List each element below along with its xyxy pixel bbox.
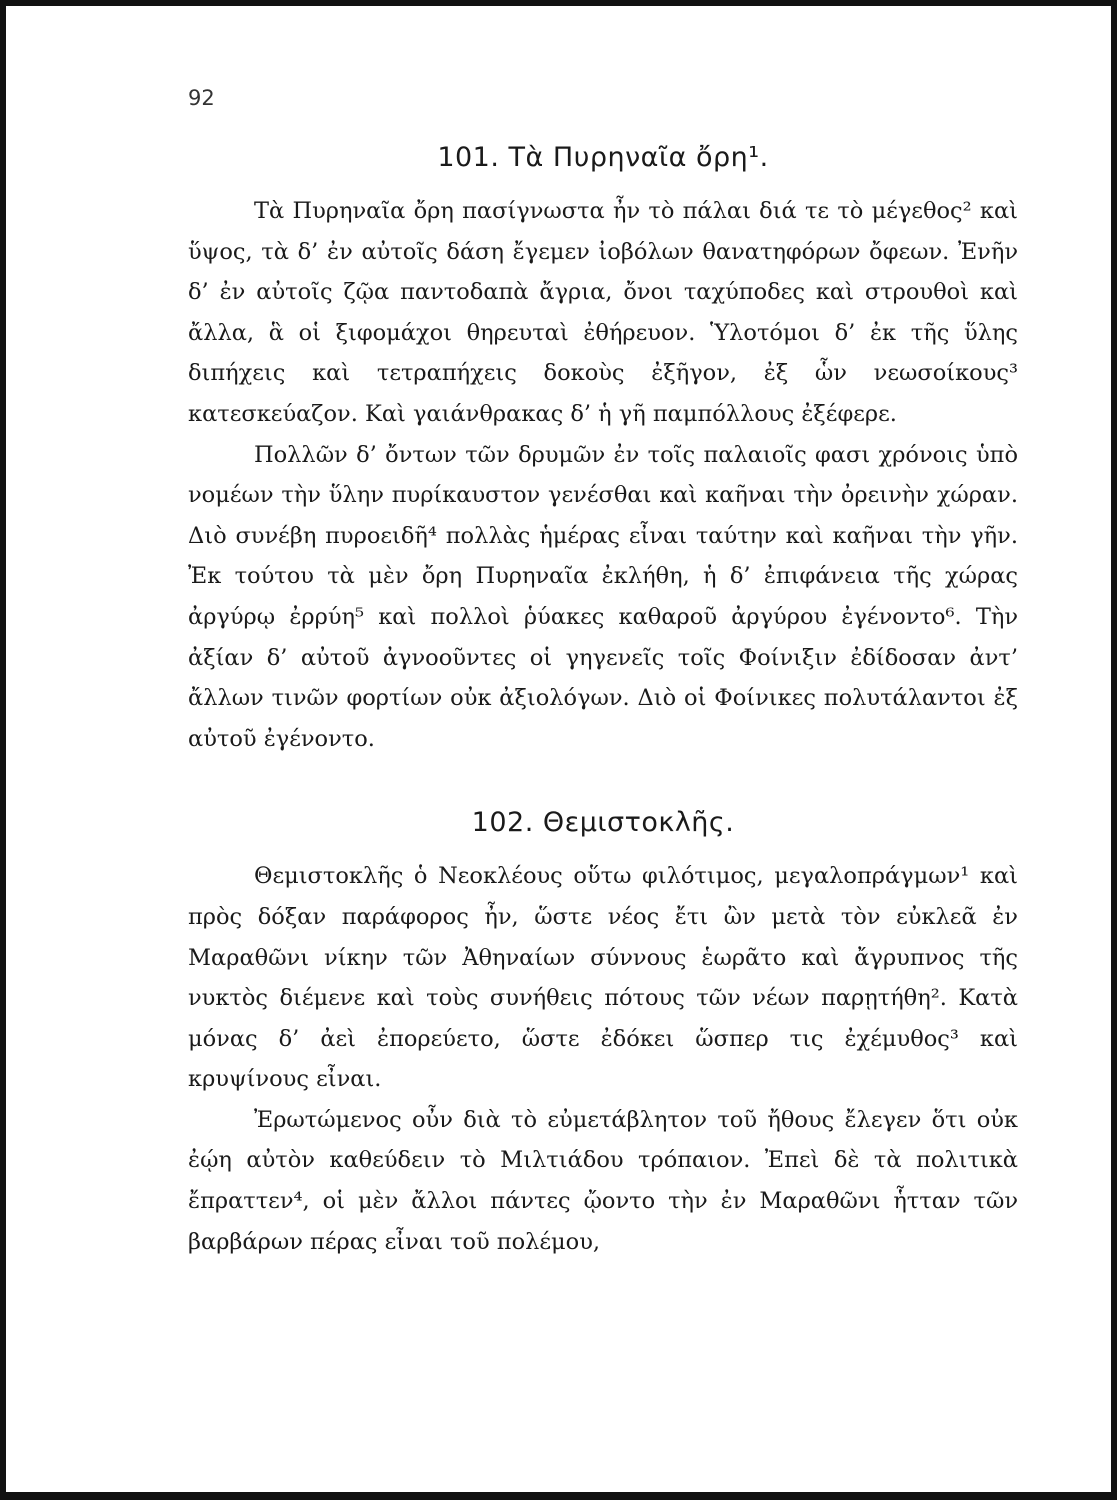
section-pyrenees xyxy=(188,142,1018,759)
paragraph: Πολλῶν δ’ ὄντων τῶν δρυμῶν ἐν τοῖς παλαιοῖς φασι χρόνοις ὑπὸ νομέων τὴν ὕλην πυρίκαυστον γενέσθαι καὶ καῆναι τὴν ὀρεινὴν χώραν. Διὸ συνέβη πυροειδῆ⁴ πολλὰς ἡμέρας εἶναι ταύτην καὶ καῆναι τὴν γῆν. Ἐκ τούτου τὰ μὲν ὄρη Πυρηναῖα ἐκλήθη, ἡ δ’ ἐπιφάνεια τῆς χώρας ἀργύρῳ ἐρρύη⁵ καὶ πολλοὶ ῥύακες καθαροῦ ἀργύρου ἐγένοντο⁶. Τὴν ἀξίαν δ’ αὐτοῦ ἀγνοοῦντες οἱ γηγενεῖς τοῖς Φοίνιξιν ἐδίδοσαν ἀντ’ ἄλλων τινῶν φορτίων οὐκ ἀξιολόγων. Διὸ οἱ Φοίνικες πολυτάλαντοι ἐξ αὐτοῦ ἐγένοντο. xyxy=(188,441,1018,752)
section-heading: 101. Τὰ Πυρηναῖα ὄρη¹. xyxy=(437,142,769,173)
section-heading: 102. Θεμιστοκλῆς. xyxy=(471,807,735,839)
section-themistocles xyxy=(188,807,1018,1262)
paragraph: Θεμιστοκλῆς ὁ Νεοκλέους οὕτω φιλότιμος, μεγαλοπράγμων¹ καὶ πρὸς δόξαν παράφορος ἦν, ὥστε νέος ἔτι ὢν μετὰ τὸν εὐκλεᾶ ἐν Μαραθῶνι νίκην τῶν Ἀθηναίων σύννους ἑωρᾶτο καὶ ἄγρυπνος τῆς νυκτὸς διέμενε καὶ τοὺς συνήθεις πότους τῶν νέων παρῃτήθη². Κατὰ μόνας δ’ ἀεὶ ἐπορεύετο, ὥστε ἐδόκει ὥσπερ τις ἐχέμυθος³ καὶ κρυψίνους εἶναι. xyxy=(188,863,1018,1093)
book-page xyxy=(188,78,1018,1262)
page-number: 92 xyxy=(188,86,215,110)
scan-bottom-edge xyxy=(0,1492,1117,1500)
paragraph: Τὰ Πυρηναῖα ὄρη πασίγνωστα ἦν τὸ πάλαι διά τε τὸ μέγεθος² καὶ ὕψος, τὰ δ’ ἐν αὐτοῖς δάση ἔγεμεν ἰοβόλων θανατηφόρων ὄφεων. Ἐνῆν δ’ ἐν αὐτοῖς ζῷα παντοδαπὰ ἄγρια, ὄνοι ταχύποδες καὶ στρουθοὶ καὶ ἄλλα, ἃ οἱ ξιφομάχοι θηρευταὶ ἐθήρευον. Ὑλοτόμοι δ’ ἐκ τῆς ὕλης διπήχεις καὶ τετραπήχεις δοκοὺς ἐξῆγον, ἐξ ὧν νεωσοίκους³ κατεσκεύαζον. Καὶ γαιάνθρακας δ’ ἡ γῆ παμπόλλους ἐξέφερε. xyxy=(188,198,1018,427)
paragraph: Ἐρωτώμενος οὖν διὰ τὸ εὐμετάβλητον τοῦ ἤθους ἔλεγεν ὅτι οὐκ ἐῴη αὐτὸν καθεύδειν τὸ Μιλτιάδου τρόπαιον. Ἐπεὶ δὲ τὰ πολιτικὰ ἔπραττεν⁴, οἱ μὲν ἄλλοι πάντες ᾤοντο τὴν ἐν Μαραθῶνι ἧτταν τῶν βαρβάρων πέρας εἶναι τοῦ πολέμου, xyxy=(188,1106,1018,1255)
